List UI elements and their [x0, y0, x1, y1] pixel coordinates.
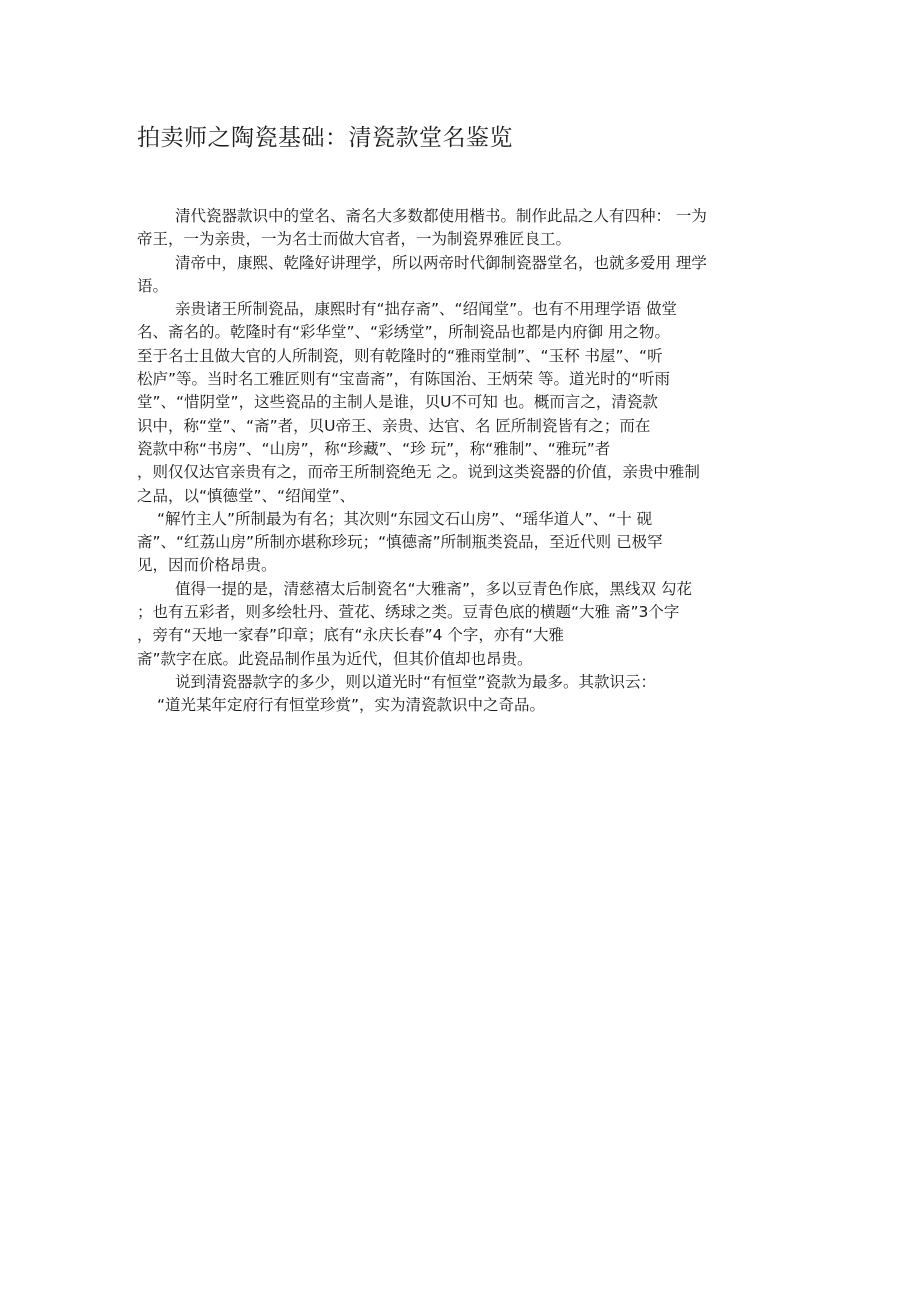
text-line: ，旁有“天地一家春”印章；底有“永庆长春”4 个字，亦有“大雅: [137, 626, 564, 645]
text-line: 亲贵诸王所制瓷品，康熙时有“拙存斋”、“绍闻堂”。也有不用理学语 做堂: [175, 300, 678, 319]
text-line: 帝王，一为亲贵，一为名士而做大官者，一为制瓷界雅匠良工。: [137, 230, 572, 249]
text-line: 之品，以“慎德堂”、“绍闻堂”、: [137, 486, 356, 505]
text-line: 堂”、“惜阴堂”，这些瓷品的主制人是谁，贝U不可知 也。概而言之，清瓷款: [137, 393, 658, 412]
text-line: 值得一提的是，清慈禧太后制瓷名“大雅斋”，多以豆青色作底，黑线双 勾花: [175, 579, 692, 598]
text-line: “解竹主人”所制最为有名；其次则“东园文石山房”、“瑶华道人”、“十 砚: [157, 509, 653, 528]
document-body: [137, 205, 777, 718]
text-line: 松庐”等。当时名工雅匠则有“宝啬斋”，有陈国治、王炳荣 等。道光时的“听雨: [137, 370, 671, 389]
text-line: 清代瓷器款识中的堂名、斋名大多数都使用楷书。制作此品之人有四种： 一为: [175, 207, 707, 225]
text-line: 斋”、“红荔山房”所制亦堪称珍玩；“慎德斋”所制瓶类瓷品，至近代则 已极罕: [137, 533, 663, 552]
text-line: 瓷款中称“书房”、“山房”，称“珍藏”、“珍 玩”，称“雅制”、“雅玩”者: [137, 439, 611, 458]
text-line: 语。: [137, 276, 169, 295]
text-line: 说到清瓷器款字的多少，则以道光时“有恒堂”瓷款为最多。其款识云：: [175, 672, 657, 691]
text-line: 见，因而价格昂贵。: [137, 556, 277, 575]
text-line: “道光某年定府行有恒堂珍赏”，实为清瓷款识中之奇品。: [157, 696, 546, 715]
document-title: 拍卖师之陶瓷基础：清瓷款堂名鉴览: [137, 125, 513, 151]
text-line: 至于名士且做大官的人所制瓷，则有乾隆时的“雅雨堂制”、“玉杯 书屋”、“听: [137, 346, 663, 365]
text-line: 清帝中，康熙、乾隆好讲理学，所以两帝时代御制瓷器堂名，也就多爱用 理学: [175, 253, 707, 272]
text-line: ，则仅仅达官亲贵有之，而帝王所制瓷绝无 之。说到这类瓷器的价值，亲贵中雅制: [137, 463, 700, 482]
text-line: 识中，称“堂”、“斋”者，贝U帝王、亲贵、达官、名 匠所制瓷皆有之；而在: [137, 416, 651, 435]
text-line: 斋”款字在底。此瓷品制作虽为近代，但其价值却也昂贵。: [137, 649, 533, 668]
text-line: ；也有五彩者，则多绘牡丹、萱花、绣球之类。豆青色底的横题“大雅 斋”3个字: [137, 603, 680, 622]
text-line: 名、斋名的。乾隆时有“彩华堂”、“彩绣堂”，所制瓷品也都是内府御 用之物。: [137, 323, 671, 342]
